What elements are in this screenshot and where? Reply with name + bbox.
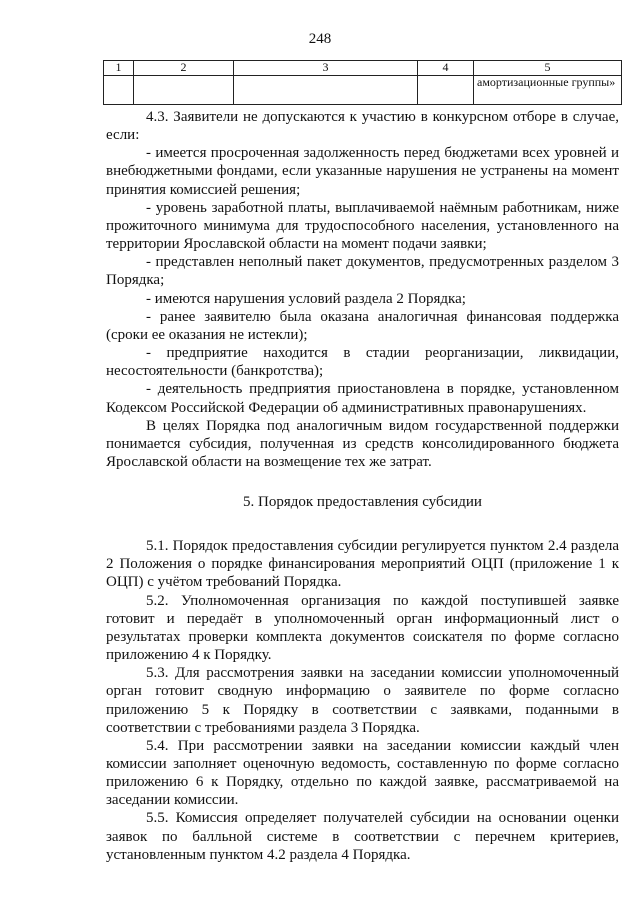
table-header-cell: 4 [418,61,474,76]
table-header-cell: 2 [134,61,234,76]
table-row [104,76,622,105]
table-header-cell: 1 [104,61,134,76]
page-number: 248 [308,31,332,47]
clause-5-1: 5.1. Порядок предоставления субсидии регулируется пунктом 2.4 раздела 2 Положения о порядке финансирования мероприятий ОЦП (приложение 1 к ОЦП) с учётом требований Порядка. [106,538,619,591]
list-item: - деятельность предприятия приостановлена в порядке, установленном Кодексом Российской Федерации об административных правонарушениях. [106,381,619,416]
clause-5-4: 5.4. При рассмотрении заявки на заседании комиссии каждый член комиссии заполняет оценочную ведомость, составленную по форме согласно приложению 6 к Порядку, отдельно по каждой заявке, рассматриваемой на заседании комиссии. [106,737,619,809]
table-cell: амортизационные группы» [474,76,622,105]
clause-5-5: 5.5. Комиссия определяет получателей субсидии на основании оценки заявок по балльной системе в соответствии с перечнем критериев, установленным пунктом 4.2 раздела 4 Порядка. [106,810,619,863]
list-item: - предприятие находится в стадии реорганизации, ликвидации, несостоятельности (банкротства); [106,345,619,380]
table-cell [418,76,474,105]
section-heading: 5. Порядок предоставления субсидии [243,494,482,511]
list-item: - имеется просроченная задолженность перед бюджетами всех уровней и внебюджетными фондами, если указанные нарушения не устранены на момент принятия комиссией решения; [106,145,619,198]
table-header-row [104,61,622,76]
clause-5-3: 5.3. Для рассмотрения заявки на заседании комиссии уполномоченный орган готовит сводную информацию о заявителе по форме согласно приложению 5 к Порядку в соответствии с заявками, поданными в соответствии с требованиями раздела 3 Порядка. [106,665,619,736]
table-cell [134,76,234,105]
continued-table [103,60,622,105]
table-header-cell: 3 [234,61,418,76]
clause-4-3: 4.3. Заявители не допускаются к участию в конкурсном отборе в случае, если: [106,109,619,144]
paragraph: В целях Порядка под аналогичным видом государственной поддержки понимается субсидия, полученная из средств консолидированного бюджета Ярославской области на возмещение тех же затрат. [106,417,619,470]
list-item: - представлен неполный пакет документов, предусмотренных разделом 3 Порядка; [106,254,619,289]
list-item: - имеются нарушения условий раздела 2 Порядка; [146,290,466,307]
list-item: - ранее заявителю была оказана аналогичная финансовая поддержка (сроки ее оказания не истекли); [106,308,619,343]
list-item: - уровень заработной платы, выплачиваемой наёмным работникам, ниже прожиточного минимума для трудоспособного населения, установленного на территории Ярославской области на момент подачи заявки; [106,199,619,253]
table-cell [234,76,418,105]
table-cell [104,76,134,105]
table-header-cell: 5 [474,61,622,76]
document-body [106,108,619,864]
clause-5-2: 5.2. Уполномоченная организация по каждой поступившей заявке готовит и передаёт в уполномоченный орган информационный лист о результатах проверки комплекта документов соискателя по форме согласно приложению 4 к Порядку. [106,592,619,664]
